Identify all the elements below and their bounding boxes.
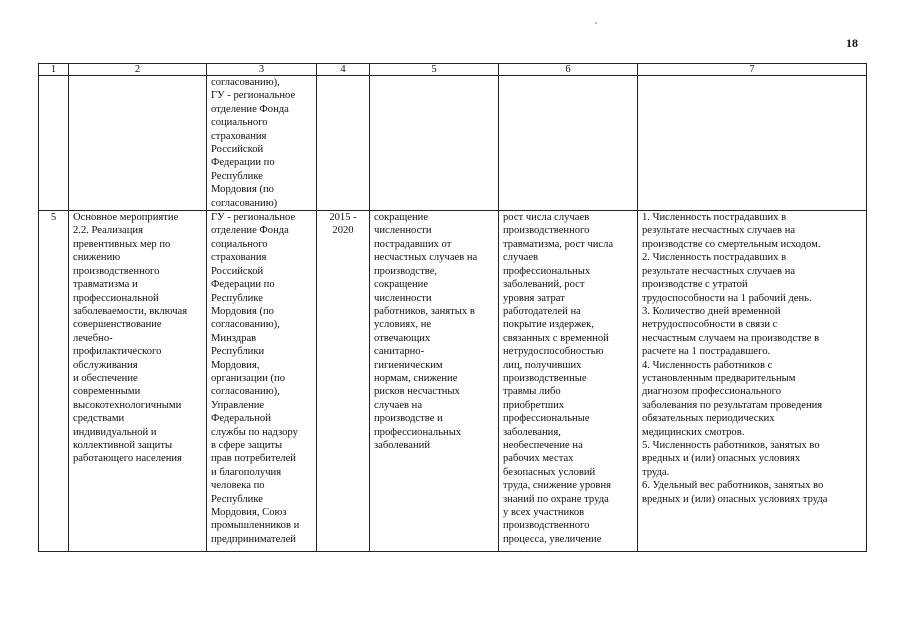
scan-artifact-dot — [595, 22, 597, 24]
table-row — [39, 211, 867, 552]
consequences-cell — [499, 76, 638, 211]
column-header-1: 1 — [39, 64, 69, 76]
column-header-5: 5 — [370, 64, 499, 76]
indicators-cell: 1. Численность пострадавших в результате несчастных случаев на производстве со смертельным исходом. 2. Численность пострадавших в результате несчастных случаев на производстве с утратой трудоспособности на 1 рабочий день. 3. Количество дней временной нетрудоспособности в связи с несчастным случаем на производстве в расчете на 1 пострадавшего. 4. Численность работников с установленным предварительным диагнозом профессионального заболевания по результатам проведения обязательных периодических медицинских смотров. 5. Численность работников, занятых во вредных и (или) опасных условиях труда. 6. Удельный вес работников, занятых во вредных и (или) опасных условиях труда — [638, 211, 867, 552]
period-cell — [317, 76, 370, 211]
column-header-6: 6 — [499, 64, 638, 76]
measure-name-cell — [69, 76, 207, 211]
expected-result-cell — [370, 76, 499, 211]
table-row — [39, 76, 867, 211]
column-header-3: 3 — [207, 64, 317, 76]
row-number-cell: 5 — [39, 211, 69, 552]
consequences-cell: рост числа случаев производственного травматизма, рост числа случаев профессиональных заболеваний, рост уровня затрат работодателей на покрытие издержек, связанных с временной нетрудоспособностью лиц, получивших производственные травмы либо приобретших профессиональные заболевания, необеспечение на рабочих местах безопасных условий труда, снижение уровня знаний по охране труда у всех участников производственного процесса, увеличение — [499, 211, 638, 552]
header-row — [39, 64, 867, 76]
period-cell: 2015 - 2020 — [317, 211, 370, 552]
measure-name-cell: Основное мероприятие 2.2. Реализация превентивных мер по снижению производственного травматизма и профессиональной заболеваемости, включая совершенствование лечебно- профилактического обслуживания и обеспечение современными высокотехнологичными средствами индивидуальной и коллективной защиты работающего населения — [69, 211, 207, 552]
column-header-2: 2 — [69, 64, 207, 76]
page-number: 18 — [846, 36, 858, 50]
measures-table — [38, 63, 867, 552]
executor-cell: ГУ - региональное отделение Фонда социального страхования Российской Федерации по Республике Мордовия (по согласованию), Минздрав Республики Мордовия, организации (по согласованию), Управление Федеральной службы по надзору в сфере защиты прав потребителей и благополучия человека по Республике Мордовия, Союз промышленников и предпринимателей — [207, 211, 317, 552]
column-header-7: 7 — [638, 64, 867, 76]
executor-cell: согласованию), ГУ - региональное отделение Фонда социального страхования Российской Федерации по Республике Мордовия (по согласованию) — [207, 76, 317, 211]
expected-result-cell: сокращение численности пострадавших от несчастных случаев на производстве, сокращение численности работников, занятых в условиях, не отвечающих санитарно- гигиеническим нормам, снижение рисков несчастных случаев на производстве и профессиональных заболеваний — [370, 211, 499, 552]
column-header-4: 4 — [317, 64, 370, 76]
indicators-cell — [638, 76, 867, 211]
row-number-cell — [39, 76, 69, 211]
